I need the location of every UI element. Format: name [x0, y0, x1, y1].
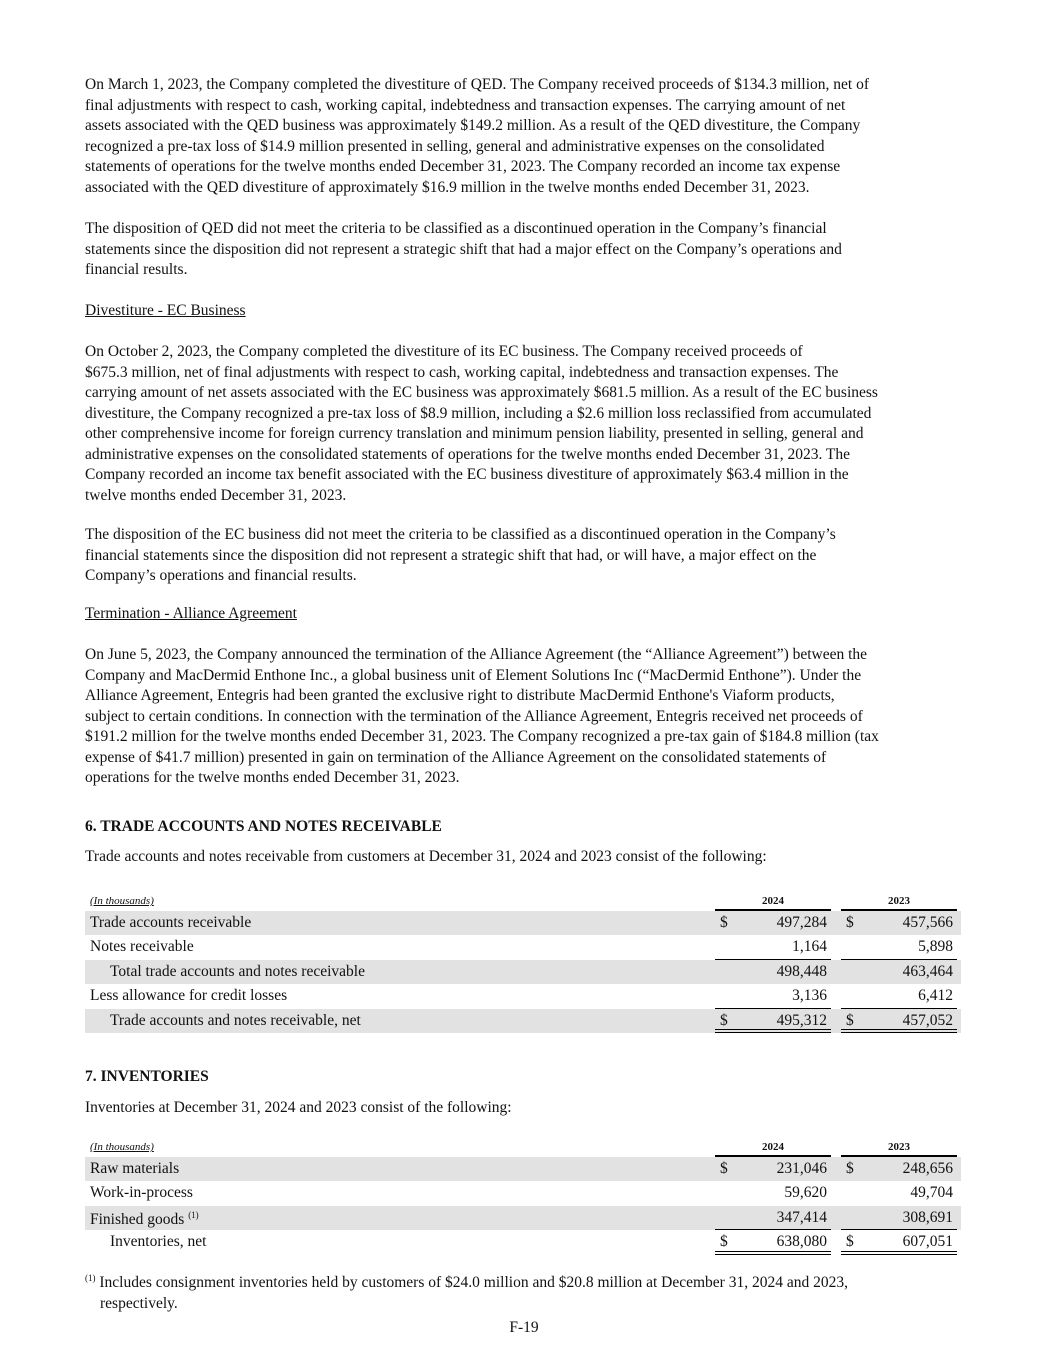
text-line: operations for the twelve months ended December 31, 2023. — [85, 769, 460, 786]
value-2024: 59,620 — [784, 1184, 827, 1202]
paragraph-qed-divestiture — [85, 75, 975, 198]
row-label: Less allowance for credit losses — [90, 987, 288, 1005]
text-line: subject to certain conditions. In connection with the termination of the Alliance Agreement, Entegris received net proceeds of — [85, 707, 863, 725]
text-line: $675.3 million, net of final adjustments with respect to cash, working capital, indebtedness and transaction expenses. The — [85, 363, 839, 381]
text-line: divestiture, the Company recognized a pre-tax loss of $8.9 million, including a $2.6 million loss reclassified from accumulated — [85, 404, 872, 422]
text-line: assets associated with the QED business was approximately $149.2 million. As a result of the QED divestiture, the Company — [85, 117, 861, 134]
value-2024: 347,414 — [715, 1206, 831, 1230]
text-line: financial statements since the disposition did not represent a strategic shift that had, or will have, a major effect on the — [85, 546, 817, 564]
text-line: The disposition of the EC business did not meet the criteria to be classified as a discontinued operation in the Company’s — [85, 526, 836, 543]
value-2023: $ 607,051 — [841, 1230, 957, 1254]
subheading-ec-business — [85, 301, 975, 322]
row-label: Finished goods $^{(1)}$ — [90, 1210, 199, 1229]
table-header — [85, 891, 961, 911]
value-2023: 49,704 — [910, 1184, 953, 1202]
value-2024: 3,136 — [715, 984, 831, 1008]
text-line: other comprehensive income for foreign currency translation and minimum pension liability, presented in selling, general and — [85, 425, 864, 442]
text-line: administrative expenses on the consolidated statements of operations for the twelve months ended December 31, 2023. The — [85, 445, 851, 463]
row-label: Notes receivable — [90, 938, 194, 956]
table-row — [85, 984, 961, 1008]
value-2023: 308,691 — [841, 1206, 957, 1230]
text-line: On June 5, 2023, the Company announced the termination of the Alliance Agreement (the “Alliance Agreement”) between the — [85, 646, 868, 663]
receivables-table — [85, 891, 961, 1033]
footnote — [85, 1268, 848, 1314]
value-2023: 5,898 — [841, 935, 957, 959]
section-7-intro: Inventories at December 31, 2024 and 2023 consist of the following: — [85, 1099, 512, 1116]
row-label: Work-in-process — [90, 1184, 193, 1202]
row-label: Total trade accounts and notes receivable — [110, 962, 365, 980]
text-line: statements of operations for the twelve months ended December 31, 2023. The Company recorded an income tax expense — [85, 158, 841, 175]
footnote-marker: (1) — [85, 1273, 96, 1283]
value-2023: $ 248,656 — [846, 1160, 953, 1177]
text-line: Company and MacDermid Enthone Inc., a global business unit of Element Solutions Inc (“MacDermid Enthone”). Under the — [85, 666, 862, 684]
page-number: F-19 — [509, 1319, 539, 1336]
text-line: statements since the disposition did not represent a strategic shift that had a major effect on the Company’s operations and — [85, 240, 842, 258]
value-2024: $ 495,312 — [715, 1009, 831, 1033]
text-line: On March 1, 2023, the Company completed the divestiture of QED. The Company received proceeds of $134.3 million, net of — [85, 76, 869, 93]
text-line: $191.2 million for the twelve months ended December 31, 2023. The Company recognized a pre-tax gain of $184.8 million (tax — [85, 728, 879, 745]
text-line: financial results. — [85, 261, 188, 278]
table-row — [85, 911, 961, 935]
value-2024: 498,448 — [776, 962, 827, 980]
row-label: Trade accounts receivable — [90, 914, 252, 931]
row-label: Raw materials — [90, 1160, 180, 1177]
subheading-text: Divestiture - EC Business — [85, 302, 246, 319]
text-line: recognized a pre-tax loss of $14.9 million presented in selling, general and administrative expenses on the consolidated — [85, 137, 825, 155]
table-row — [85, 1230, 961, 1254]
value-2024: $ 638,080 — [715, 1230, 831, 1254]
value-2023: 463,464 — [902, 962, 953, 980]
row-label: Trade accounts and notes receivable, net — [110, 1011, 361, 1029]
table-row — [85, 1009, 961, 1033]
value-2023: $ 457,052 — [841, 1009, 957, 1033]
table-row — [85, 1181, 961, 1205]
section-6-heading: 6. TRADE ACCOUNTS AND NOTES RECEIVABLE — [85, 818, 442, 835]
text-line: carrying amount of net assets associated with the EC business was approximately $681.5 million. As a result of the EC business — [85, 384, 878, 401]
paragraph-alliance-termination — [85, 645, 975, 789]
table-header — [85, 1137, 961, 1157]
text-line: Alliance Agreement, Entegris had been granted the exclusive right to distribute MacDermid Enthone's Viaform products, — [85, 687, 835, 704]
subheading-alliance — [85, 604, 975, 625]
text-line: Company’s operations and financial results. — [85, 567, 357, 584]
unit-label: (In thousands) — [90, 895, 154, 907]
footnote-line-2: respectively. — [100, 1295, 178, 1312]
row-label: Inventories, net — [110, 1233, 207, 1251]
text-line: Company recorded an income tax benefit associated with the EC business divestiture of approximately $63.4 million in the — [85, 466, 849, 483]
value-2024: $ 497,284 — [720, 914, 827, 931]
text-line: expense of $41.7 million) presented in gain on termination of the Alliance Agreement on the consolidated statements of — [85, 748, 827, 766]
text-line: On October 2, 2023, the Company completed the divestiture of its EC business. The Company received proceeds of — [85, 343, 803, 360]
column-header-2024: 2024 — [715, 1137, 831, 1157]
text-line: twelve months ended December 31, 2023. — [85, 486, 347, 504]
paragraph-ec-disposition — [85, 525, 975, 587]
value-2023: 6,412 — [841, 984, 957, 1008]
subheading-text: Termination - Alliance Agreement — [85, 605, 297, 622]
text-line: associated with the QED divestiture of approximately $16.9 million in the twelve months ended December 31, 2023. — [85, 178, 810, 196]
value-2024: $ 231,046 — [720, 1160, 827, 1177]
footnote-ref: (1) — [188, 1210, 199, 1221]
table-row — [85, 935, 961, 959]
value-2023: $ 457,566 — [846, 914, 953, 931]
paragraph-qed-disposition — [85, 219, 975, 281]
column-header-2024: 2024 — [715, 891, 831, 911]
table-row — [85, 960, 961, 984]
value-2024: 1,164 — [715, 935, 831, 959]
table-row — [85, 1206, 961, 1230]
column-header-2023: 2023 — [841, 1137, 957, 1157]
inventories-table — [85, 1137, 961, 1255]
section-7-heading: 7. INVENTORIES — [85, 1068, 209, 1085]
footnote-line-1: Includes consignment inventories held by customers of $24.0 million and $20.8 million at December 31, 2024 and 2023, — [99, 1274, 848, 1291]
section-6-intro: Trade accounts and notes receivable from customers at December 31, 2024 and 2023 consist of the following: — [85, 848, 767, 865]
unit-label: (In thousands) — [90, 1141, 154, 1153]
text-line: final adjustments with respect to cash, working capital, indebtedness and transaction expenses. The carrying amount of net — [85, 96, 846, 114]
column-header-2023: 2023 — [841, 891, 957, 911]
text-line: The disposition of QED did not meet the criteria to be classified as a discontinued operation in the Company’s financial — [85, 220, 827, 237]
table-row — [85, 1157, 961, 1181]
paragraph-ec-divestiture — [85, 342, 975, 506]
